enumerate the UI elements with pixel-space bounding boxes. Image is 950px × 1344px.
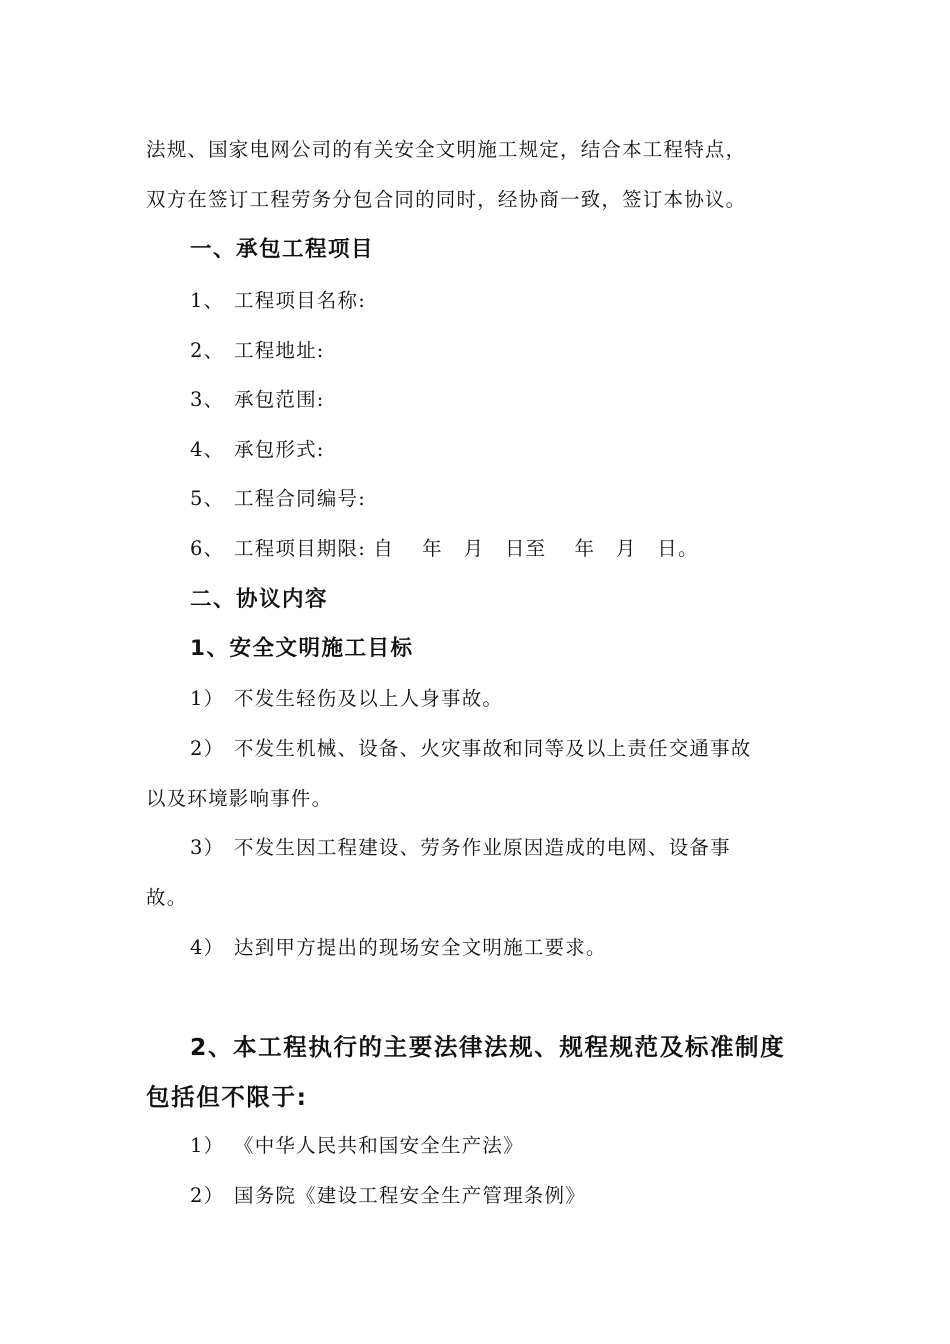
item-number: 5、	[190, 487, 225, 510]
section-2-title: 二、协议内容	[190, 587, 329, 612]
item-text: 不发生因工程建设、劳务作业原因造成的电网、设备事	[234, 836, 731, 859]
item-number: 2、	[190, 339, 225, 362]
item-number: 3、	[190, 388, 225, 411]
item-text: 不发生轻伤及以上人身事故。	[234, 687, 504, 710]
item-text: 工程项目期限: 自 年 月 日至 年 月 日。	[234, 537, 699, 560]
goal-item-2-continuation: 以及环境影响事件。	[146, 787, 333, 810]
item-number: 2）	[190, 737, 225, 760]
project-item-4	[190, 437, 850, 463]
item-number: 4、	[190, 438, 225, 461]
goal-item-4	[190, 935, 850, 961]
project-item-5	[190, 486, 850, 512]
goal-item-2	[190, 736, 850, 762]
goal-item-1	[190, 686, 850, 712]
project-item-1	[190, 288, 850, 314]
item-text: 承包范围:	[234, 388, 325, 411]
regulation-item-1	[190, 1133, 850, 1159]
item-text: 国务院《建设工程安全生产管理条例》	[234, 1184, 586, 1207]
item-text: 工程合同编号:	[234, 487, 366, 510]
item-text: 不发生机械、设备、火灾事故和同等及以上责任交通事故	[234, 737, 752, 760]
item-number: 6、	[190, 537, 225, 560]
subsection-2-title-line-1: 2、本工程执行的主要法律法规、规程规范及标准制度	[190, 1033, 786, 1061]
item-number: 4）	[190, 936, 225, 959]
item-number: 2）	[190, 1184, 225, 1207]
item-text: 达到甲方提出的现场安全文明施工要求。	[234, 936, 607, 959]
item-text: 承包形式:	[234, 438, 325, 461]
item-text: 工程地址:	[234, 339, 325, 362]
goal-item-3	[190, 835, 850, 861]
project-item-6	[190, 536, 850, 562]
item-number: 1、	[190, 289, 225, 312]
subsection-1-title: 1、安全文明施工目标	[190, 636, 414, 661]
goal-item-3-continuation: 故。	[146, 886, 188, 909]
item-number: 3）	[190, 836, 225, 859]
section-1-title: 一、承包工程项目	[190, 237, 375, 262]
regulation-item-2	[190, 1183, 850, 1209]
item-text: 工程项目名称:	[234, 289, 366, 312]
project-item-2	[190, 338, 850, 364]
intro-line-2: 双方在签订工程劳务分包合同的同时，经协商一致，签订本协议。	[146, 188, 747, 211]
item-number: 1）	[190, 687, 225, 710]
item-number: 1）	[190, 1134, 225, 1157]
intro-line-1: 法规、国家电网公司的有关安全文明施工规定，结合本工程特点，	[146, 138, 747, 161]
project-item-3	[190, 387, 850, 413]
subsection-2-title-line-2: 包括但不限于:	[146, 1083, 308, 1111]
item-text: 《中华人民共和国安全生产法》	[234, 1134, 524, 1157]
